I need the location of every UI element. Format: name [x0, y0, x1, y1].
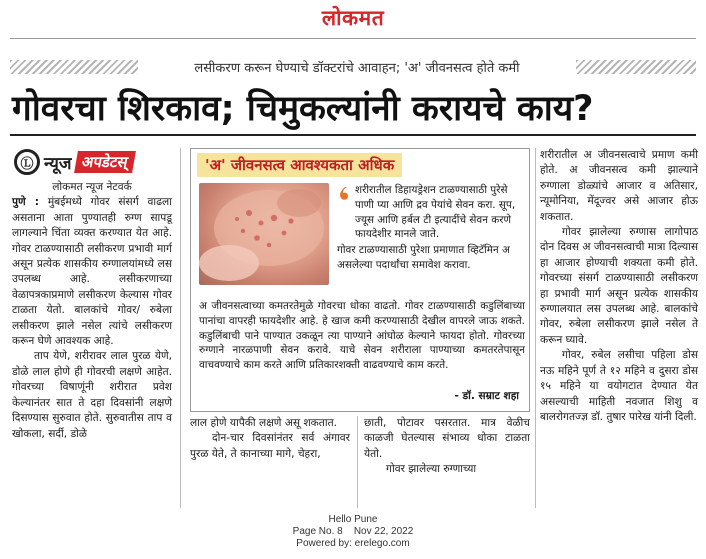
quote-mark-icon: [337, 186, 353, 204]
box-intro-continued: गोवर टाळण्यासाठी पुरेशा प्रमाणात व्हिटॅमिन अ असलेल्या पदार्थांचा समावेश करावा.: [337, 244, 510, 271]
column-divider: [535, 148, 536, 508]
box-body: अ जीवनसत्वाच्या कमतरतेमुळे गोवरचा धोका वाढतो. गोवर टाळण्यासाठी कडुलिंबाच्या पानांचा वापरही फायदेशीर आहे. हे खाज कमी करण्यासाठी देखील वापरले जाऊ शकते. कडुलिंबाची पाने पाण्यात उकळून त्या पाण्याने आंघोळ केल्याने फायदा होतो. गोवरच्या रुग्णाने नारळपाणी सेवन करावे. याचे सेवन शरीराला पाण्याच्या कमतरतेपासून वाचवण्याचे काम करते आणि प्रतिकारशक्ती वाढवण्याचे काम करते.: [199, 300, 525, 372]
box-signature: - डॉ. सम्राट शहा: [454, 390, 519, 402]
paragraph: लाल होणे यापैकी लक्षणे असू शकतात.: [190, 417, 337, 429]
dateline: पुणे :: [12, 196, 40, 209]
column-divider: [180, 148, 181, 508]
paragraph: छाती, पोटावर पसरतात. मात्र वेळीच काळजी घेतल्यास संभाव्य धोका टाळता येतो.: [364, 417, 530, 460]
paragraph-text: मुंबईमध्ये गोवर संसर्ग वाढला असताना आता पुण्यातही रुग्ण सापडू लागल्याने चिंता व्यक्त करण्यात येत आहे. गोवर टाळण्यासाठी लसीकरण प्रभावी मार्ग असून प्रत्येक शासकीय रुग्णालयांमध्ये लस उपलब्ध आहे. लसीकरणाच्या वेळापत्रकाप्रमाणे लसीकरण केल्यास गोवर टाळता येतो. बालकांचे गोवर/ रुबेला लसीकरण झाले नसेल त्यांचे लसीकरण करून घेणे आवश्यक आहे.: [12, 196, 172, 348]
masthead-logo-text: लोकमत: [321, 6, 385, 30]
kicker-hatch-right: [576, 60, 696, 74]
masthead: [0, 4, 706, 32]
page-footer: [0, 514, 706, 550]
powered-by-link[interactable]: Powered by: erelego.com: [296, 538, 410, 549]
byline: लोकमत न्यूज नेटवर्क: [52, 181, 132, 193]
child-rash-photo: [199, 183, 329, 285]
box-title: 'अ' जीवनसत्व आवश्यकता अधिक: [197, 153, 402, 177]
edition-name: Hello Pune: [328, 514, 378, 525]
paragraph: दोन-चार दिवसांनंतर सर्व अंगावर पुरळ येते, ते कानाच्या मागे, चेहरा,: [190, 432, 350, 460]
logo-word-news: न्यूज: [44, 153, 72, 174]
kicker-hatch-left: [10, 60, 138, 74]
paragraph: गोवर, रुबेल लसीचा पहिला डोस नऊ महिने पूर्ण ते १२ महिने व दुसरा डोस १५ महिने या वयोगटात देण्यात येत असल्याची माहिती नवजात शिशु व बालरोगतज्ज्ञ डॉ. तुषार पारेख यांनी दिली.: [540, 349, 698, 423]
page-and-date: Page No. 8 Nov 22, 2022: [292, 526, 414, 537]
news-updates-logo: [14, 148, 164, 176]
column-divider: [357, 416, 358, 508]
lokmat-badge-icon: Ⓛ: [14, 149, 40, 175]
article-column-1: [12, 180, 172, 442]
kicker: [10, 56, 696, 80]
kicker-text: लसीकरण करून घेण्याचे डॉक्टरांचे आवाहन; 'अ' जीवनसत्व होते कमी: [194, 61, 520, 76]
headline: गोवरचा शिरकाव; चिमुकल्यांनी करायचे काय?: [12, 89, 594, 129]
box-intro: शरीरातील डिहायड्रेशन टाळण्यासाठी पुरेसे पाणी प्या आणि द्रव पेयांचे सेवन करा. सूप, ज्यूस आणि हर्बल टी इत्यादींचे सेवन करणे फायदेशीर मानले जाते.: [355, 184, 516, 241]
paragraph: [12, 195, 172, 349]
paragraph: ताप येणे, शरीरावर लाल पुरळ येणे, डोळे लाल होणे ही गोवरची लक्षणे आहेत. गोवरच्या विषाणूंनी शरीरात प्रवेश केल्यानंतर सात ते दहा दिवसांनी लक्षणे दिसण्यास सुरुवात होते. सुरुवातीस ताप व खोकला, सर्दी, डोळे: [12, 350, 172, 440]
paragraph: गोवर झालेल्या रुग्णास लागोपाठ दोन दिवस अ जीवनसत्वाची मात्रा दिल्यास हा आजार होण्याची शक्यता कमी होते. गोवरच्या संसर्ग टाळण्यासाठी लसीकरण हा प्रभावी मार्ग असून प्रत्येक शासकीय रुग्णालयात लस उपलब्ध आहे. बालकांचे गोवर, रुबेला लसीकरण झाले नसेल ते करून घ्यावे.: [540, 226, 698, 346]
article-column-4: [540, 148, 698, 425]
top-rule: [10, 38, 696, 39]
article-column-3: [364, 416, 530, 478]
vitamin-a-sidebar-box: [190, 148, 530, 412]
paragraph: गोवर झालेल्या रुग्णाच्या: [386, 463, 477, 476]
article-column-2: [190, 416, 350, 462]
paragraph: शरीरातील अ जीवनसत्वाचे प्रमाण कमी होते. अ जीवनसत्व कमी झाल्याने रुग्णाला डोळ्यांचे आजार व अतिसार, न्यूमोनिया, मेंदूज्वर असे आजार होऊ शकतात.: [540, 149, 698, 223]
headline-rule: [10, 134, 696, 136]
logo-word-updates: अपडेटस्: [74, 151, 136, 173]
